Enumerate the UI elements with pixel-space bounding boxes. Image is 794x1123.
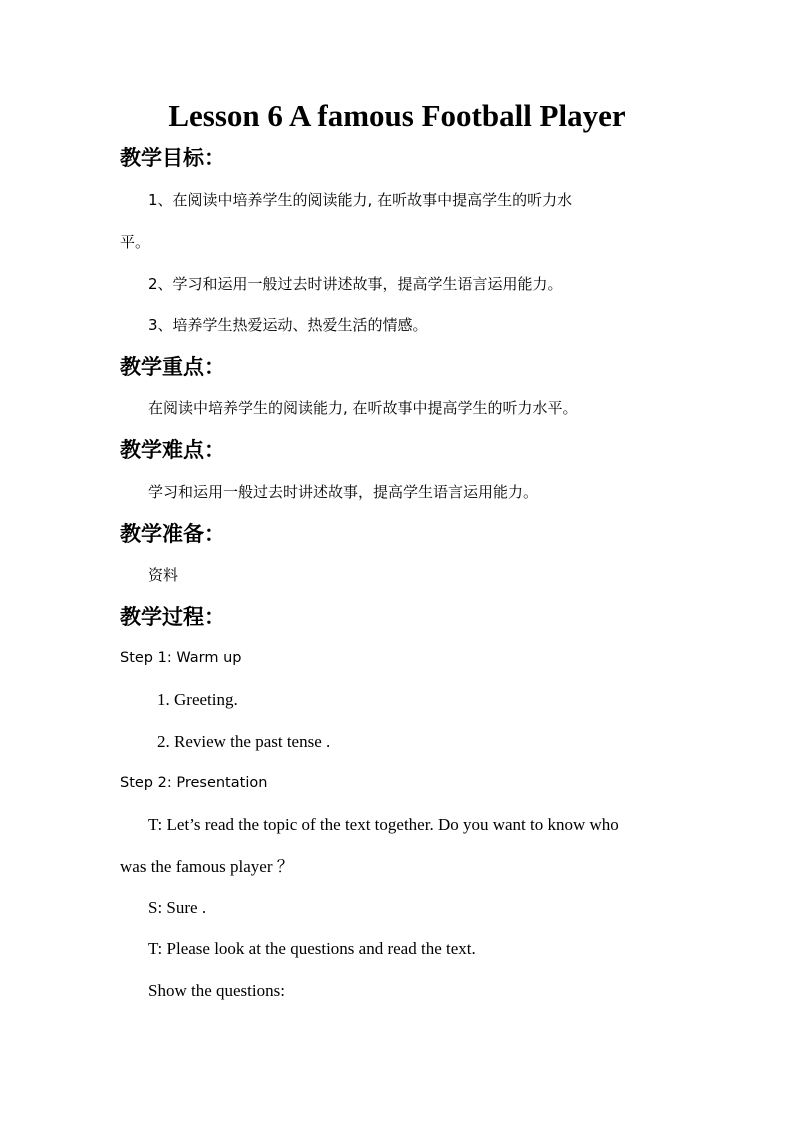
objective-item-2: 2、学习和运用一般过去时讲述故事，提高学生语言运用能力。 <box>148 275 563 293</box>
step2-teacher-line-2: T: Please look at the questions and read the text. <box>148 939 476 958</box>
step1-title: Step 1: Warm up <box>120 650 242 666</box>
step2-show-questions: Show the questions: <box>148 981 285 1000</box>
key-points-text: 在阅读中培养学生的阅读能力, 在听故事中提高学生的听力水平。 <box>148 399 578 417</box>
objective-item-1: 1、在阅读中培养学生的阅读能力, 在听故事中提高学生的听力水 <box>148 191 573 209</box>
document-title: Lesson 6 A famous Football Player <box>168 98 626 133</box>
key-points-heading: 教学重点： <box>120 354 225 379</box>
difficulties-heading: 教学难点： <box>120 437 225 462</box>
step2-title: Step 2: Presentation <box>120 775 268 791</box>
process-heading: 教学过程： <box>120 604 225 629</box>
step2-teacher-line-1: T: Let’s read the topic of the text together. Do you want to know who <box>148 815 619 834</box>
step2-teacher-line-1-continued: was the famous player ？ <box>120 857 294 876</box>
objectives-heading: 教学目标： <box>120 145 225 170</box>
step1-item-1: 1. Greeting. <box>157 690 238 709</box>
preparation-heading: 教学准备： <box>120 521 225 546</box>
preparation-text: 资料 <box>148 566 179 584</box>
step1-item-2: 2. Review the past tense . <box>157 732 331 751</box>
difficulties-text: 学习和运用一般过去时讲述故事，提高学生语言运用能力。 <box>148 483 539 501</box>
step2-student-line: S: Sure . <box>148 898 207 917</box>
objective-item-3: 3、培养学生热爱运动、热爱生活的情感。 <box>148 316 428 334</box>
objective-item-1-continued: 平。 <box>120 233 151 251</box>
